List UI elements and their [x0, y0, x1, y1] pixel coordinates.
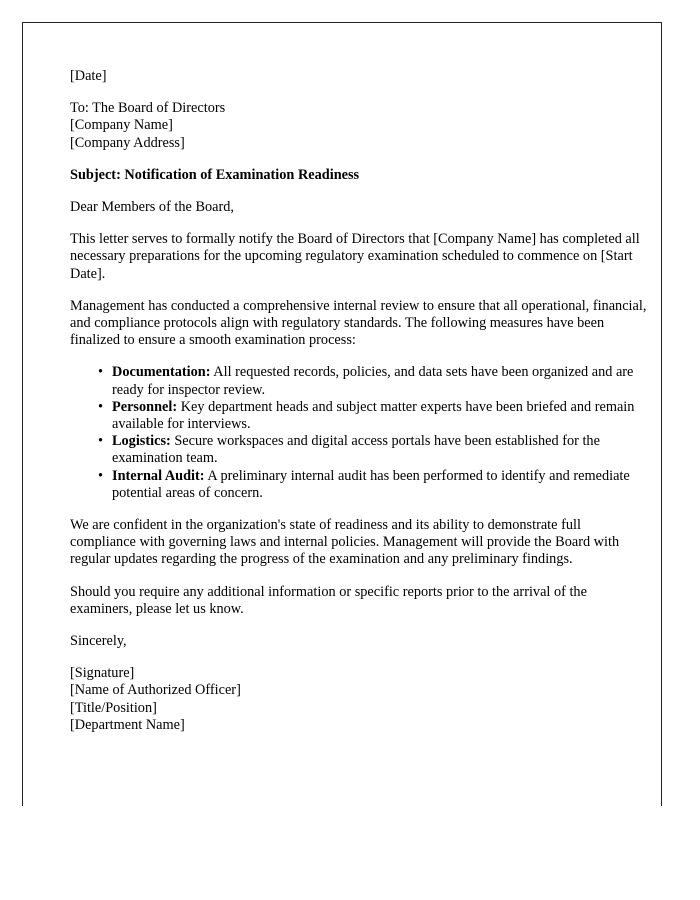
- bullet-icon: •: [98, 398, 104, 415]
- list-item: [70, 364, 650, 398]
- signer-title: [Title/Position]: [70, 699, 157, 716]
- paragraph-confidence: We are confident in the organization's state of readiness and its ability to demonstrate full compliance with governing laws and internal policies. Management will provide the Board with regular updates regarding the progress of the examination and any preliminary findings.: [70, 517, 620, 568]
- measure-lead: Logistics:: [112, 433, 171, 450]
- signer-name: [Name of Authorized Officer]: [70, 682, 241, 699]
- measure-lead: Personnel:: [112, 398, 178, 415]
- salutation: Dear Members of the Board,: [70, 199, 234, 216]
- list-item: [70, 468, 650, 502]
- measure-text: All requested records, policies, and data sets have been organized and are ready for inspector review.: [112, 364, 634, 398]
- bullet-icon: •: [98, 467, 104, 484]
- page-frame: [22, 22, 662, 806]
- recipient-to-line: To: The Board of Directors: [70, 100, 226, 117]
- subject-line: Subject: Notification of Examination Readiness: [70, 166, 360, 183]
- date-block: [70, 68, 650, 85]
- measure-lead: Documentation:: [112, 364, 211, 381]
- measure-text: A preliminary internal audit has been performed to identify and remediate potential areas of concern.: [112, 467, 630, 501]
- bullet-icon: •: [98, 364, 104, 381]
- paragraph-opening: This letter serves to formally notify the Board of Directors that [Company Name] has completed all necessary preparations for the upcoming regulatory examination scheduled to commence on [Start Date].: [70, 231, 640, 282]
- signature-placeholder: [Signature]: [70, 665, 135, 682]
- measure-lead: Internal Audit:: [112, 467, 205, 484]
- recipient-block: [70, 100, 650, 152]
- paragraph-review: Management has conducted a comprehensive internal review to ensure that all operational, financial, and compliance protocols align with regulatory standards. The following measures have been finalized to ensure a smooth examination process:: [70, 297, 647, 349]
- date-placeholder: [Date]: [70, 68, 107, 84]
- paragraph-closing-offer: Should you require any additional information or specific reports prior to the arrival of the examiners, please let us know.: [70, 583, 587, 617]
- recipient-company-address: [Company Address]: [70, 134, 185, 151]
- signature-block: [70, 665, 650, 734]
- signer-department: [Department Name]: [70, 716, 185, 733]
- list-item: [70, 433, 650, 467]
- bullet-icon: •: [98, 433, 104, 450]
- measures-list: [70, 364, 650, 502]
- measure-text: Secure workspaces and digital access portals have been established for the examination team.: [112, 433, 600, 467]
- recipient-company-name: [Company Name]: [70, 117, 173, 134]
- closing-salutation: Sincerely,: [70, 633, 127, 650]
- letter-body: [70, 68, 650, 734]
- measure-text: Key department heads and subject matter experts have been briefed and remain available for interviews.: [112, 398, 635, 433]
- list-item: [70, 399, 650, 433]
